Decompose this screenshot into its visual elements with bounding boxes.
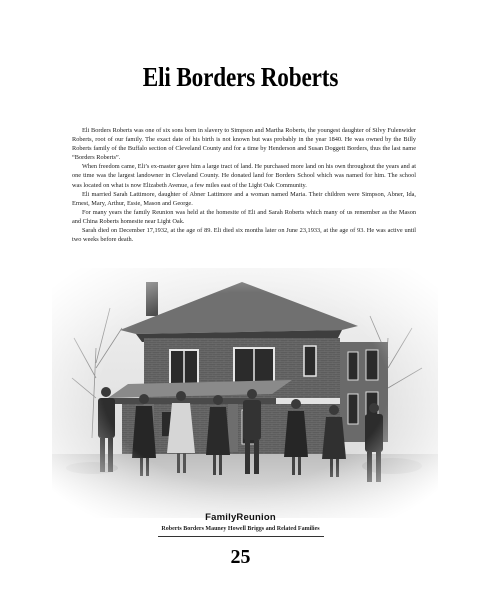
caption-subtitle: Roberts Borders Mauney Howell Briggs and Related Families <box>161 526 320 532</box>
paragraph: Sarah died on December 17,1932, at the age of 89. Eli died six months later on June 23,1933, at the age of 93. He was active until two weeks before death. <box>72 227 416 244</box>
family-photo <box>52 268 438 518</box>
page-title: Eli Borders Roberts <box>142 62 339 92</box>
caption-title: FamilyReunion <box>205 512 276 523</box>
paragraph: For many years the family Reunion was held at the homesite of Eli and Sarah Roberts which many of us remember as the Mason and China Roberts homesite near Light Oak. <box>72 208 416 225</box>
paragraph: When freedom came, Eli’s ex-master gave him a large tract of land. He purchased more land on his own throughout the years and at one time was the largest landowner in Cleveland County. He donated land for Borders School which was named for him. The school was located on what is now Elizabeth Avenue, a few miles east of the Light Oak Community. <box>72 163 416 189</box>
body-text <box>72 126 416 244</box>
paragraph: Eli Borders Roberts was one of six sons born in slavery to Simpson and Martha Roberts, the youngest daughter of Silvy Fulenwider Roberts, root of our family. The exact date of his birth is not known but was probably in the year 1840. He was owned by the Billy Roberts family of the Buffalo section of Cleveland County and for a time by Henderson and Susan Doggett Borders, thus the last name “Borders Roberts”. <box>72 127 416 162</box>
page-number: 25 <box>230 546 251 568</box>
paragraph: Eli married Sarah Lattimore, daughter of Abner Lattimore and a woman named Maria. Their children were Simpson, Abner, Ida, Ernest, Mary, Arthur, Essie, Mason and George. <box>72 190 416 207</box>
caption <box>0 512 481 537</box>
caption-divider <box>158 536 324 537</box>
